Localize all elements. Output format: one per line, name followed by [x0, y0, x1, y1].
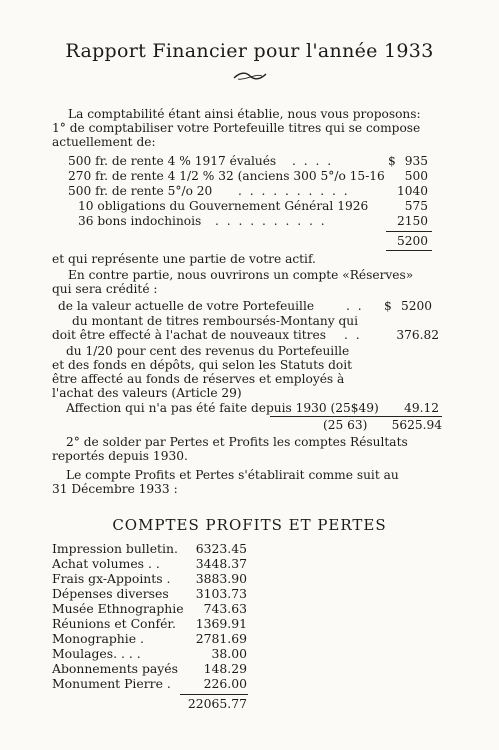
portfolio-label-2: 270 fr. de rente 4 1/2 % 32 (anciens 300 5°/o 15-16 — [68, 169, 385, 183]
portfolio-leader-3: . . . . . . . . . . — [238, 184, 350, 198]
portfolio-amount-4: 575 — [404, 199, 428, 213]
pp-row-label: Frais gx-Appoints . — [52, 571, 171, 586]
pp-row-label: Moulages. . . . — [52, 646, 141, 661]
reserves-sum-rule — [270, 416, 442, 417]
reserve-item-4-label: Affection qui n'a pas été faite depuis 1930 (25$49) — [66, 401, 379, 415]
portfolio-label-3: 500 fr. de rente 5°/o 20 — [68, 184, 213, 198]
portfolio-amount-3: 1040 — [396, 184, 428, 198]
pp-row-value: 38.00 — [211, 646, 247, 661]
pp-row-value: 3883.90 — [195, 571, 247, 586]
portfolio-label-5: 36 bons indochinois — [78, 214, 202, 228]
reserve-item-3-line-2: et des fonds en dépôts, qui selon les Statuts doit — [52, 358, 353, 372]
closing-line-1: Le compte Profits et Pertes s'établirait comme suit au — [66, 468, 399, 482]
closing-line-2: 31 Décembre 1933 : — [52, 482, 178, 496]
pp-row-value: 3103.73 — [195, 586, 247, 601]
portfolio-sum-rule — [386, 231, 432, 232]
portfolio-amount-2: 500 — [404, 169, 428, 183]
intro-line-1: La comptabilité étant ainsi établie, nous vous proposons: — [68, 107, 421, 121]
reserve-item-2-leader: . . — [344, 328, 362, 342]
page-title: Rapport Financier pour l'année 1933 — [65, 40, 434, 62]
reserve-item-3-line-1: du 1/20 pour cent des revenus du Portefeuille — [66, 344, 350, 358]
reserve-item-3-line-4: l'achat des valeurs (Article 29) — [52, 386, 242, 400]
reserves-total: 5625.94 — [391, 418, 442, 432]
portfolio-currency-1: $ — [388, 154, 396, 168]
reserve-item-2-amount: 376.82 — [396, 328, 439, 342]
portfolio-amount-5: 2150 — [396, 214, 428, 228]
portfolio-label-4: 10 obligations du Gouvernement Général 1926 — [78, 199, 369, 213]
portfolio-leader-1: . . . . — [292, 154, 334, 168]
reserve-item-4-amount: 49.12 — [404, 401, 439, 415]
reserve-item-1-amount: 5200 — [400, 299, 432, 313]
intro-line-2: 1° de comptabiliser votre Portefeuille titres qui se compose — [52, 121, 421, 135]
reserves-sub-note: (25 63) — [323, 418, 368, 432]
intro-line-3: actuellement de: — [52, 135, 156, 149]
reserve-item-2-line-1: du montant de titres remboursés-Montany qui — [72, 314, 359, 328]
part-text: et qui représente une partie de votre actif. — [52, 252, 316, 266]
pp-row-value: 743.63 — [203, 601, 247, 616]
portfolio-total-rule — [386, 250, 432, 251]
pp-row-label: Monographie . — [52, 631, 144, 646]
pp-row-label: Abonnements payés — [52, 661, 178, 676]
portfolio-amount-1: 935 — [404, 154, 428, 168]
pp-row-label: Musée Ethnographie — [52, 601, 184, 616]
reserve-item-3-line-3: être affecté au fonds de réserves et employés à — [52, 372, 345, 386]
ornament-flourish-icon — [232, 70, 268, 82]
pp-row-label: Achat volumes . . — [52, 556, 160, 571]
reserve-item-2-line-2: doit être effecté à l'achat de nouveaux titres — [52, 328, 326, 342]
second-line-1: 2° de solder par Pertes et Profits les comptes Résultats — [66, 435, 408, 449]
pp-row-value: 2781.69 — [195, 631, 247, 646]
portfolio-label-1: 500 fr. de rente 4 % 1917 évalués — [68, 154, 277, 168]
profits-losses-heading: COMPTES PROFITS ET PERTES — [112, 516, 387, 534]
pp-row-label: Réunions et Confér. — [52, 616, 176, 631]
reserve-item-1-currency: $ — [384, 299, 392, 313]
contra-line-1: En contre partie, nous ouvrirons un compte «Réserves» — [68, 268, 414, 282]
pp-row-label: Monument Pierre . — [52, 676, 171, 691]
reserve-item-1-label: de la valeur actuelle de votre Portefeuille — [58, 299, 315, 313]
pp-row-value: 1369.91 — [195, 616, 247, 631]
portfolio-leader-5: . . . . . . . . . . — [215, 214, 327, 228]
pp-row-value: 226.00 — [203, 676, 247, 691]
pp-row-value: 3448.37 — [195, 556, 247, 571]
reserve-item-1-leader: . . — [346, 299, 364, 313]
pp-row-label: Dépenses diverses — [52, 586, 169, 601]
pp-row-value: 6323.45 — [195, 541, 247, 556]
pp-row-value: 148.29 — [203, 661, 247, 676]
second-line-2: reportés depuis 1930. — [52, 449, 188, 463]
pp-total: 22065.77 — [187, 696, 247, 711]
pp-row-label: Impression bulletin. — [52, 541, 178, 556]
pp-sum-rule — [180, 694, 248, 695]
portfolio-total: 5200 — [396, 234, 428, 248]
contra-line-2: qui sera crédité : — [52, 282, 158, 296]
